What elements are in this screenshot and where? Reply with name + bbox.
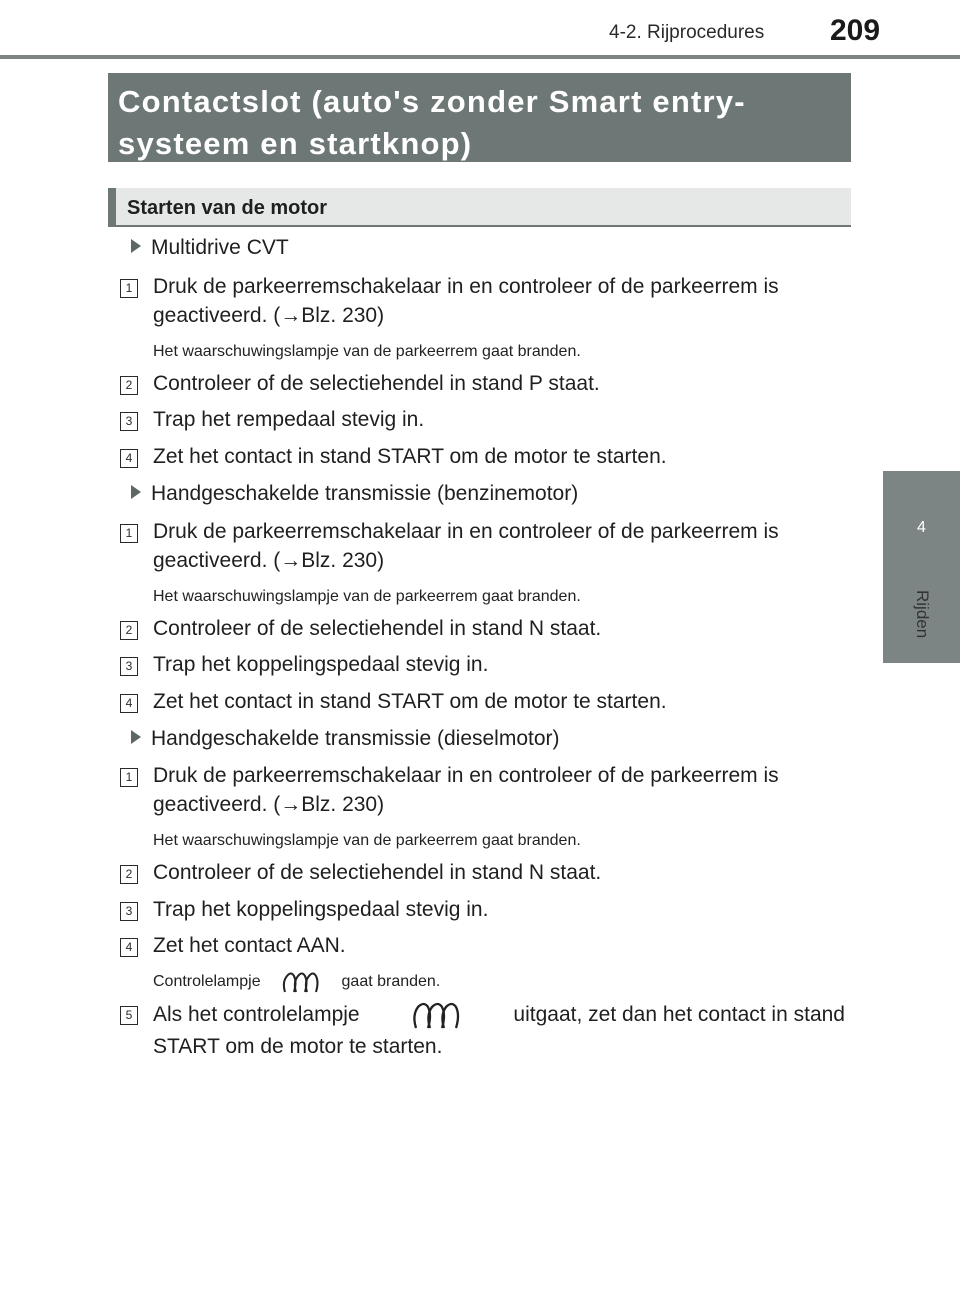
- step-text: Trap het koppelingspedaal stevig in.: [153, 898, 489, 921]
- page-title-line-2: systeem en startknop): [118, 126, 473, 161]
- step-number: 1: [120, 524, 138, 543]
- step-text: Druk de parkeerremschakelaar in en controleer of de parkeerrem is geactiveerd. (→Blz. 230): [153, 520, 779, 572]
- step-text: Zet het contact AAN.: [153, 934, 346, 957]
- glow-plug-indicator-icon: [408, 998, 466, 1032]
- section-label: 4-2. Rijprocedures: [609, 22, 765, 43]
- chapter-name: Rijden: [913, 590, 932, 639]
- step-text: Controleer of de selectiehendel in stand P staat.: [153, 372, 600, 395]
- page-number: 209: [830, 14, 881, 47]
- section-heading: Multidrive CVT: [131, 234, 289, 262]
- step-number: 1: [120, 768, 138, 787]
- step-text: Zet het contact in stand START om de motor te starten.: [153, 690, 667, 713]
- step-text: Als het controlelampje uitgaat, zet dan het contact in stand START om de motor te starten.: [153, 998, 845, 1062]
- step-number: 2: [120, 621, 138, 640]
- triangle-bullet-icon: [131, 730, 141, 744]
- step-number: 2: [120, 865, 138, 884]
- step-text: Zet het contact in stand START om de motor te starten.: [153, 445, 667, 468]
- step-text: Controleer of de selectiehendel in stand N staat.: [153, 861, 602, 884]
- step-number: 4: [120, 938, 138, 957]
- step-number: 3: [120, 902, 138, 921]
- step-number: 4: [120, 694, 138, 713]
- step-number: 3: [120, 412, 138, 431]
- triangle-bullet-icon: [131, 485, 141, 499]
- page-title: [108, 73, 851, 162]
- section-heading: Handgeschakelde transmissie (benzinemotor): [131, 480, 578, 508]
- chapter-number: 4: [917, 519, 926, 536]
- step-number: 2: [120, 376, 138, 395]
- section-heading: Handgeschakelde transmissie (dieselmotor): [131, 725, 560, 753]
- triangle-bullet-icon: [131, 239, 141, 253]
- step-text: Controleer of de selectiehendel in stand N staat.: [153, 617, 602, 640]
- step-note: Het waarschuwingslampje van de parkeerrem gaat branden.: [153, 343, 581, 360]
- glow-plug-indicator-icon: [279, 968, 323, 996]
- step-text: Trap het koppelingspedaal stevig in.: [153, 653, 489, 676]
- step-text: Druk de parkeerremschakelaar in en controleer of de parkeerrem is geactiveerd. (→Blz. 230): [153, 764, 779, 816]
- subheading: Starten van de motor: [108, 188, 851, 225]
- step-note: Het waarschuwingslampje van de parkeerrem gaat branden.: [153, 832, 581, 849]
- step-number: 4: [120, 449, 138, 468]
- header-rule: [0, 55, 960, 59]
- step-note: Controlelampje gaat branden.: [153, 967, 845, 997]
- step-number: 1: [120, 279, 138, 298]
- step-note: Het waarschuwingslampje van de parkeerrem gaat branden.: [153, 588, 581, 605]
- step-number: 3: [120, 657, 138, 676]
- subheading-rule: [108, 225, 851, 227]
- step-text: Druk de parkeerremschakelaar in en controleer of de parkeerrem is geactiveerd. (→Blz. 230): [153, 275, 779, 327]
- step-text: Trap het rempedaal stevig in.: [153, 408, 425, 431]
- page-title-line-1: Contactslot (auto's zonder Smart entry-: [118, 84, 746, 119]
- step-number: 5: [120, 1006, 138, 1025]
